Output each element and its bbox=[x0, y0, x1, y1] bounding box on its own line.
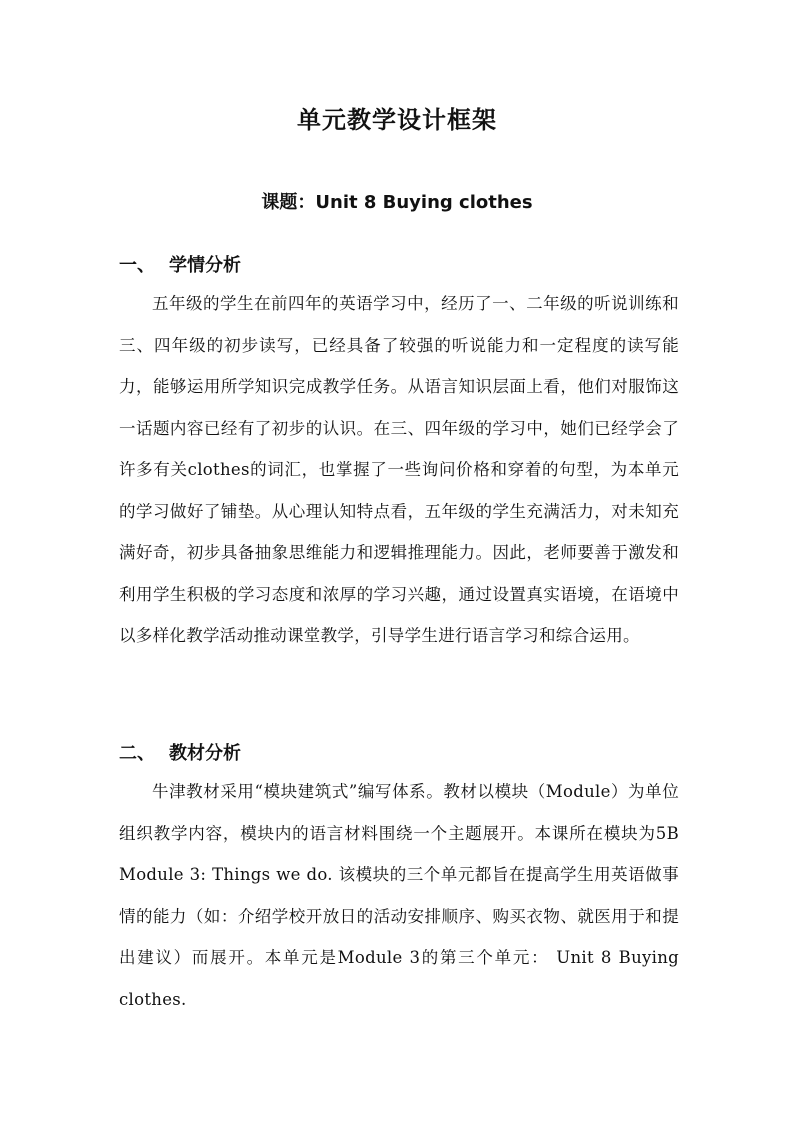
section-heading-student-analysis bbox=[119, 251, 241, 277]
section-heading-text: 教材分析 bbox=[169, 743, 241, 764]
section-paragraph-student-analysis: 五年级的学生在前四年的英语学习中，经历了一、二年级的听说训练和三、四年级的初步读写，已经具备了较强的听说能力和一定程度的读写能力，能够运用所学知识完成教学任务。从语言知识层面上看，他们对服饰这一话题内容已经有了初步的认识。在三、四年级的学习中，她们已经学会了许多有关clothes的词汇，也掌握了一些询问价格和穿着的句型，为本单元的学习做好了铺垫。从心理认知特点看，五年级的学生充满活力，对未知充满好奇，初步具备抽象思维能力和逻辑推理能力。因此，老师要善于激发和利用学生积极的学习态度和浓厚的学习兴趣，通过设置真实语境，在语境中以多样化教学活动推动课堂教学，引导学生进行语言学习和综合运用。 bbox=[119, 294, 679, 645]
lesson-topic: 课题：Unit 8 Buying clothes bbox=[261, 192, 533, 213]
section-number: 一、 bbox=[119, 255, 155, 276]
section-paragraph-textbook-analysis: 牛津教材采用“模块建筑式”编写体系。教材以模块（Module）为单位组织教学内容，模块内的语言材料围绕一个主题展开。本课所在模块为5B Module 3: Things we do. 该模块的三个单元都旨在提高学生用英语做事情的能力（如：介绍学校开放日的活动安排顺序、购买衣物、就医用于和提出建议）而展开。本单元是Module 3的第三个单元： Unit 8 Buying clothes. bbox=[119, 782, 679, 1009]
section-number: 二、 bbox=[119, 743, 155, 764]
document-title: 单元教学设计框架 bbox=[297, 106, 497, 134]
section-heading-textbook-analysis bbox=[119, 739, 241, 765]
section-heading-text: 学情分析 bbox=[169, 255, 241, 276]
